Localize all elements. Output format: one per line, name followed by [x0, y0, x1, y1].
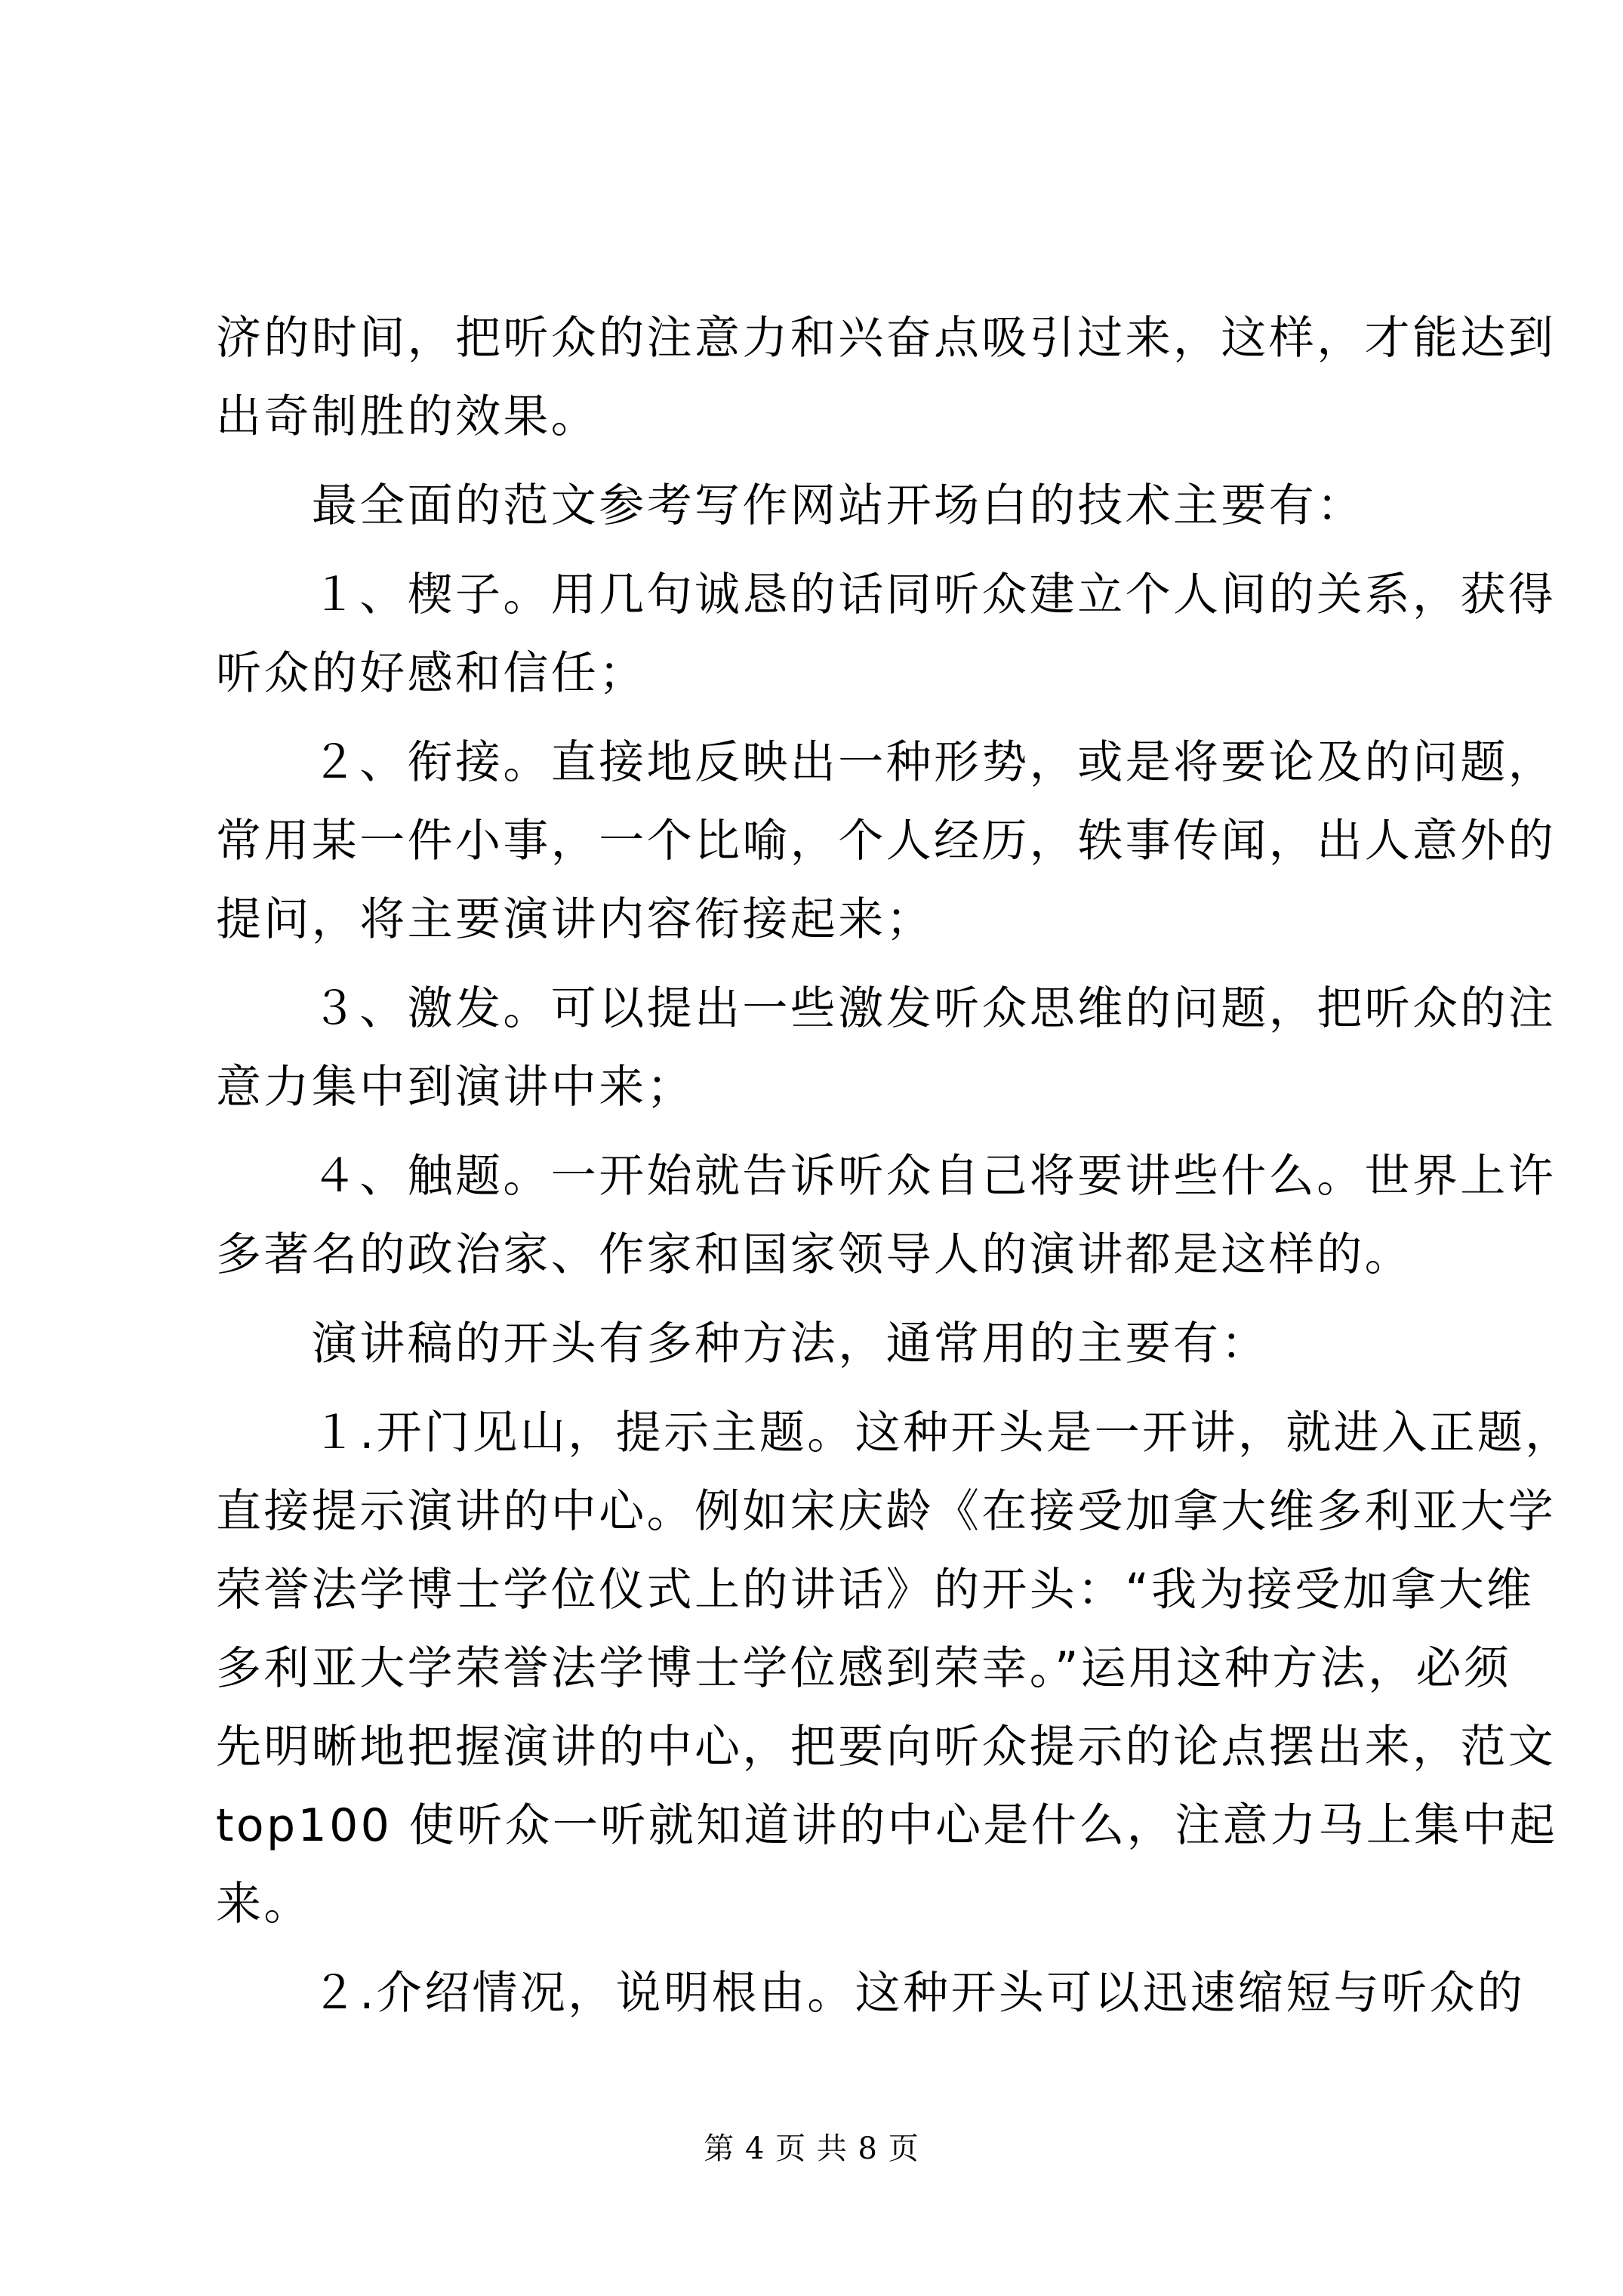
text-line: 先明晰地把握演讲的中心，把要向听众提示的论点摆出来，范文 [216, 1721, 1557, 1774]
document-body [216, 299, 1573, 2032]
text-line: 荣誉法学博士学位仪式上的讲话》的开头：“我为接受加拿大维 [216, 1564, 1535, 1616]
text-line: 意力集中到演讲中来； [216, 1061, 694, 1114]
text-line: 最全面的范文参考写作网站开场白的技术主要有： [216, 479, 1365, 532]
text-line: 常用某一件小事，一个比喻，个人经历，轶事传闻，出人意外的 [216, 815, 1557, 868]
text-line: ４、触题。一开始就告诉听众自己将要讲些什么。世界上许 [216, 1150, 1557, 1203]
text-line: 多利亚大学荣誉法学博士学位感到荣幸。”运用这种方法，必须 [216, 1642, 1512, 1695]
text-line: 济的时间，把听众的注意力和兴奋点吸引过来，这样，才能达到 [216, 312, 1557, 365]
text-line: 出奇制胜的效果。 [216, 390, 599, 443]
text-line: 演讲稿的开头有多种方法，通常用的主要有： [216, 1318, 1269, 1370]
text-line: 多著名的政治家、作家和国家领导人的演讲都是这样的。 [216, 1228, 1412, 1281]
text-line: ２、衔接。直接地反映出一种形势，或是将要论及的问题， [216, 736, 1557, 789]
page-footer: 第 4 页 共 8 页 [704, 2131, 919, 2166]
text-line: ３、激发。可以提出一些激发听众思维的问题，把听众的注 [216, 982, 1557, 1035]
text-line: 来。 [216, 1878, 312, 1931]
text-line: １.开门见山，提示主题。这种开头是一开讲，就进入正题， [216, 1407, 1573, 1459]
text-line: 听众的好感和信任； [216, 647, 647, 700]
text-line: top100 使听众一听就知道讲的中心是什么，注意力马上集中起 [216, 1799, 1558, 1852]
text-line: 提问，将主要演讲内容衔接起来； [216, 893, 934, 946]
text-line: ２.介绍情况，说明根由。这种开头可以迅速缩短与听众的 [216, 1967, 1526, 2020]
text-line: 直接提示演讲的中心。例如宋庆龄《在接受加拿大维多利亚大学 [216, 1485, 1557, 1538]
text-line: １、楔子。用几句诚恳的话同听众建立个人间的关系，获得 [216, 569, 1557, 621]
